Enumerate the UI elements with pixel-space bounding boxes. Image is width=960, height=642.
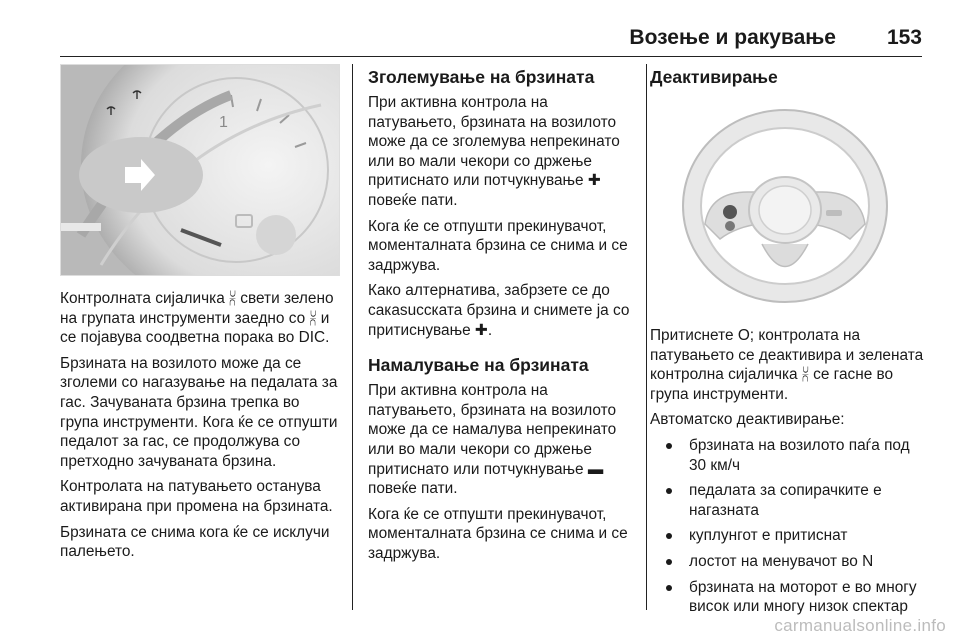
instrument-cluster-illustration [61, 65, 339, 275]
heading-deactivation: Деактивирање [650, 67, 778, 87]
left-paragraph-2: Брзината на возилото може да се зголеми со нагазување на педалата за гас. Зачуваната брзина трепка во група инструменти. Кога ќе се отпушти педалот за гас, се продолжува со претходно зачуваната брзина. [60, 354, 338, 470]
page-header [60, 22, 922, 57]
instrument-cluster-figure [60, 64, 340, 276]
section-title: Возење и ракување [629, 26, 836, 49]
list-item: куплунгот е притиснат [650, 526, 925, 546]
auto-deactivation-list [650, 436, 925, 617]
svg-text:1: 1 [219, 114, 228, 131]
decrease-paragraph-2: Кога ќе се отпушти прекинувачот, моменталната брзина се снима и се задржува. [368, 505, 628, 562]
column-divider-1 [352, 64, 353, 610]
left-paragraph-1: Контролната сијаличка ⩈ свети зелено на групата инструменти заедно со ⩈ и се појавува соодветна порака во DIC. [60, 290, 334, 347]
list-item: педалата за сопирачките е нагазната [650, 481, 925, 520]
heading-increase-speed: Зголемување на брзината [368, 67, 595, 87]
watermark-text: carmanualsonline.info [774, 616, 946, 635]
list-item: лостот на менувачот во N [650, 552, 925, 572]
deactivate-paragraph-1: Притиснете O; контролата на патувањето се деактивира и зелената контролна сијаличка ⩈ се гасне во група инструменти. [650, 327, 924, 403]
increase-paragraph-2: Кога ќе се отпушти прекинувачот, моменталната брзина се снима и се задржува. [368, 217, 628, 274]
steering-wheel-figure [650, 94, 922, 314]
left-column [60, 64, 342, 568]
steering-wheel-illustration [650, 94, 922, 314]
column-divider-2 [646, 64, 647, 610]
heading-decrease-speed: Намалување на брзината [368, 355, 589, 376]
decrease-paragraph-1: При активна контрола на патувањето, брзината на возилото може да се намалува непрекинато или во мали чекори со држење притиснато или потчукнување ▬ повеќе пати. [368, 382, 617, 498]
list-item: брзината на возилото паѓа под 30 км/ч [650, 436, 925, 475]
left-paragraph-3: Контролата на патувањето останува активирана при промена на брзината. [60, 478, 333, 515]
middle-column [368, 64, 638, 569]
page-number: 153 [886, 26, 922, 49]
auto-deactivation-label: Автоматско деактивирање: [650, 411, 845, 429]
left-paragraph-4: Брзината се снима кога ќе се исклучи палењето. [60, 523, 330, 561]
increase-paragraph-3: Како алтернатива, забрзете се до сакаsuccката брзина и снимете ја со притиснување ✚. [368, 282, 630, 339]
list-item: брзината на моторот е во многу висок или многу низок спектар [650, 578, 925, 617]
increase-paragraph-1: При активна контрола на патувањето, брзината на возилото може да се зголемува непрекинато или во мали чекори со држење притиснато или потчукнување ✚ повеќе пати. [368, 94, 620, 209]
right-column [650, 64, 925, 623]
